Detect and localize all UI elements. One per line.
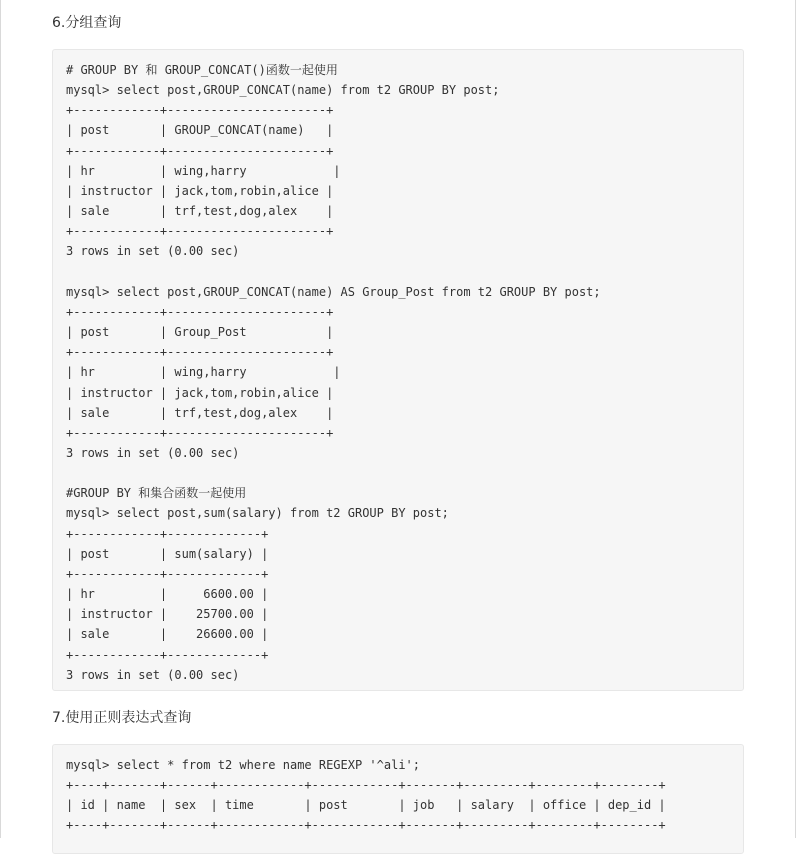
- code-line: | hr | wing,harry |: [66, 365, 341, 380]
- code-line: 3 rows in set (0.00 sec): [66, 244, 240, 259]
- code-line: +----+-------+------+------------+------------+-------+---------+--------+--------+: [66, 818, 666, 833]
- code-line: +------------+----------------------+: [66, 103, 334, 118]
- code-line: mysql> select post,GROUP_CONCAT(name) AS Group_Post from t2 GROUP BY post;: [66, 284, 601, 299]
- code-line: 3 rows in set (0.00 sec): [66, 667, 240, 682]
- code-line: | hr | 6600.00 |: [66, 587, 269, 602]
- code-line: # GROUP BY 和 GROUP_CONCAT()函数一起使用: [66, 63, 338, 77]
- code-line: [66, 262, 601, 282]
- code-line: +------------+----------------------+: [66, 304, 334, 319]
- code-line: | post | GROUP_CONCAT(name) |: [66, 123, 334, 138]
- code-line: | sale | trf,test,dog,alex |: [66, 204, 334, 219]
- code-line: +------------+----------------------+: [66, 143, 334, 158]
- code-line: | sale | 26600.00 |: [66, 627, 269, 642]
- code-block-group-by: [52, 49, 744, 691]
- code-lines: [66, 755, 666, 836]
- code-line: 3 rows in set (0.00 sec): [66, 445, 240, 460]
- code-line: | post | sum(salary) |: [66, 546, 269, 561]
- code-line: +------------+----------------------+: [66, 224, 334, 239]
- section-heading-regexp-query: 7.使用正则表达式查询: [52, 710, 192, 726]
- code-line: +------------+-------------+: [66, 566, 269, 581]
- code-line: +----+-------+------+------------+------------+-------+---------+--------+--------+: [66, 778, 666, 793]
- code-line: | instructor | 25700.00 |: [66, 607, 269, 622]
- code-lines: [66, 60, 601, 685]
- code-line: +------------+----------------------+: [66, 425, 334, 440]
- code-line: | hr | wing,harry |: [66, 163, 341, 178]
- code-line: | instructor | jack,tom,robin,alice |: [66, 385, 334, 400]
- code-line: mysql> select post,sum(salary) from t2 GROUP BY post;: [66, 506, 449, 521]
- code-line: mysql> select * from t2 where name REGEXP '^ali';: [66, 758, 421, 772]
- code-line: | sale | trf,test,dog,alex |: [66, 405, 334, 420]
- code-line: +------------+-------------+: [66, 526, 269, 541]
- code-line: +------------+-------------+: [66, 647, 269, 662]
- code-line: [66, 463, 601, 483]
- code-line: #GROUP BY 和集合函数一起使用: [66, 486, 247, 501]
- code-line: | instructor | jack,tom,robin,alice |: [66, 183, 334, 198]
- code-line: | id | name | sex | time | post | job | salary | office | dep_id |: [66, 798, 666, 813]
- page-left-border: [0, 0, 1, 838]
- code-line: | post | Group_Post |: [66, 325, 334, 340]
- code-line: +------------+----------------------+: [66, 345, 334, 360]
- section-heading-group-query: 6.分组查询: [52, 15, 122, 31]
- code-line: mysql> select post,GROUP_CONCAT(name) from t2 GROUP BY post;: [66, 83, 500, 98]
